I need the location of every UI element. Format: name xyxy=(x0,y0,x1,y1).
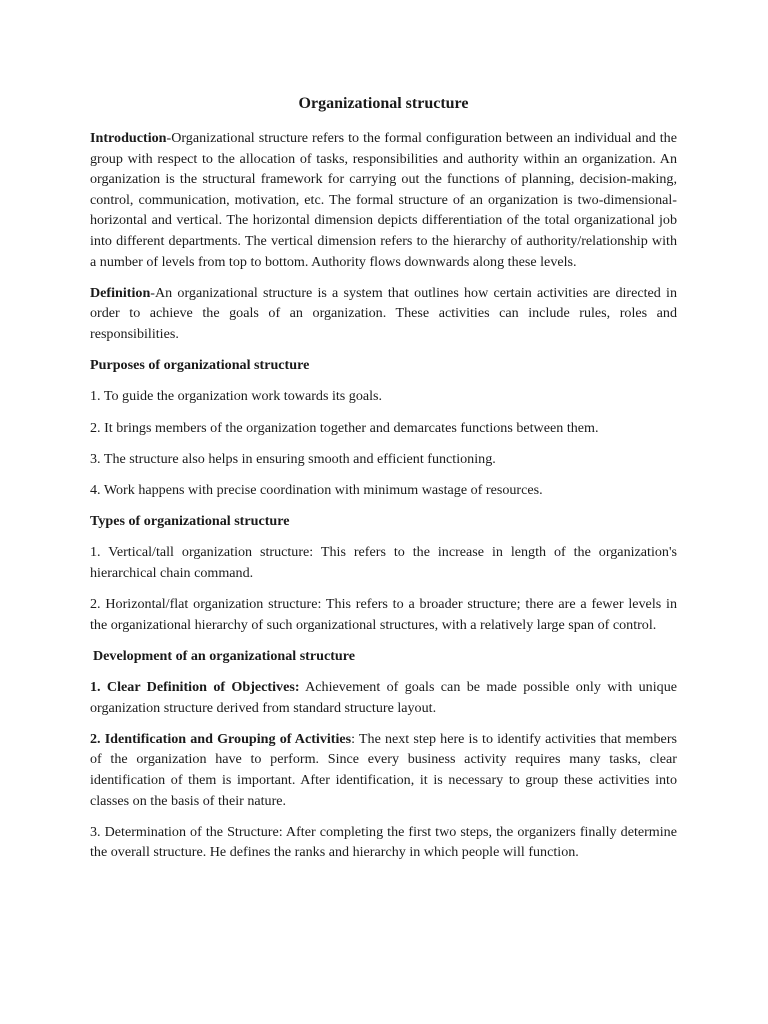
page-title: Organizational structure xyxy=(298,95,469,112)
definition-label: Definition xyxy=(90,284,151,301)
development-item xyxy=(90,822,677,863)
purpose-item: 2. It brings members of the organization together and demarcates functions between them. xyxy=(90,419,599,436)
definition-text: -An organizational structure is a system that outlines how certain activities are directed in order to achieve the goals of an organization. These activities can include rules, roles and responsibilities. xyxy=(90,284,677,342)
purposes-heading: Purposes of organizational structure xyxy=(90,357,310,374)
introduction-text: -Organizational structure refers to the formal configuration between an individual and the group with respect to the allocation of tasks, responsibilities and authority within an organization. An organization is the structural framework for carrying out the functions of planning, decision-making, control, communication, motivation, etc. The formal structure of an organization is two-dimensional-horizontal and vertical. The horizontal dimension depicts differentiation of the total organizational job into different departments. The vertical dimension refers to the hierarchy of authority/relationship with a number of levels from top to bottom. Authority flows downwards along these levels. xyxy=(90,130,677,270)
definition-paragraph xyxy=(90,283,677,345)
type-item: 1. Vertical/tall organization structure: This refers to the increase in length of the organization's hierarchical chain command. xyxy=(90,544,677,581)
development-item-text: Achievement of goals can be made possible only with unique organization structure derived from standard structure layout. xyxy=(90,679,677,716)
type-item: 2. Horizontal/flat organization structure: This refers to a broader structure; there are a fewer levels in the organizational hierarchy of such organizational structures, with a relatively large span of control. xyxy=(90,596,677,633)
purpose-item: 1. To guide the organization work towards its goals. xyxy=(90,388,383,405)
development-heading: Development of an organizational structure xyxy=(93,647,356,664)
purpose-item: 4. Work happens with precise coordination with minimum wastage of resources. xyxy=(90,481,543,498)
purpose-item: 3. The structure also helps in ensuring smooth and efficient functioning. xyxy=(90,450,496,467)
introduction-paragraph xyxy=(90,128,677,272)
development-item xyxy=(90,677,677,718)
development-item-text: : The next step here is to identify activities that members of the organization have to perform. Since every business activity requires many tasks, clear identification of them is important. After identification, it is necessary to group these activities into classes on the basis of their nature. xyxy=(90,730,677,809)
introduction-label: Introduction xyxy=(90,130,167,146)
development-item xyxy=(90,729,677,811)
development-item-text: 3. Determination of the Structure: After completing the first two steps, the organizers finally determine the overall structure. He defines the ranks and hierarchy in which people will function. xyxy=(90,823,677,861)
development-item-label: 2. Identification and Grouping of Activities xyxy=(90,730,352,747)
document-page xyxy=(90,94,677,874)
types-heading: Types of organizational structure xyxy=(90,513,290,530)
development-item-label: 1. Clear Definition of Objectives: xyxy=(90,679,300,695)
